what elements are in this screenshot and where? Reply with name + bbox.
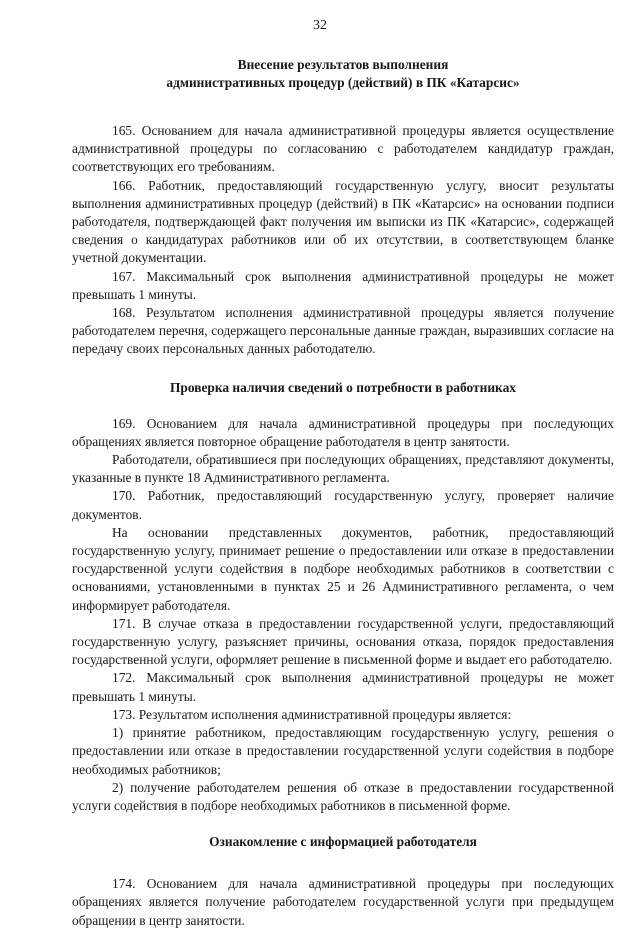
section-employer-info: [72, 875, 614, 930]
paragraph-170: 170. Работник, предоставляющий государственную услугу, проверяет наличие документов.: [72, 488, 614, 522]
section-results-entry: [72, 122, 614, 359]
heading-line: Внесение результатов выполнения: [237, 57, 449, 72]
section-heading-results-entry: [72, 56, 614, 92]
section-heading-demand-check: Проверка наличия сведений о потребности в работниках: [170, 379, 516, 395]
document-body: [72, 56, 614, 930]
paragraph-173-item-2: 2) получение работодателем решения об отказе в предоставлении государственной услуги содействия в подборе необходимых работников в письменной форме.: [72, 779, 614, 813]
paragraph-174: 174. Основанием для начала административной процедуры при последующих обращениях является получение работодателем государственной услуги при предыдущем обращении в центр занятости.: [72, 876, 614, 928]
paragraph-169: 169. Основанием для начала административной процедуры при последующих обращениях является повторное обращение работодателя в центр занятости.: [72, 415, 614, 449]
paragraph-172: 172. Максимальный срок выполнения административной процедуры не может превышать 1 минуты.: [72, 670, 614, 704]
paragraph-168: 168. Результатом исполнения административной процедуры является получение работодателем перечня, содержащего персональные данные граждан, выразивших согласие на передачу своих персональных данных работодателю.: [72, 305, 614, 357]
heading-line: административных процедур (действий) в ПК «Катарсис»: [166, 75, 520, 90]
paragraph-165: 165. Основанием для начала административной процедуры является осуществление административной процедуры по согласованию с работодателем кандидатур граждан, соответствующих его требованиям.: [72, 123, 614, 175]
paragraph-173: 173. Результатом исполнения административной процедуры является:: [112, 706, 512, 722]
paragraph-173-item-1: 1) принятие работником, предоставляющим государственную услугу, решения о предоставлении или отказе в предоставлении государственной услуги содействия в подборе необходимых работников;: [72, 725, 614, 777]
page-number: 32: [313, 18, 327, 33]
paragraph-employers-documents: Работодатели, обратившиеся при последующих обращениях, представляют документы, указанные в пункте 18 Административного регламента.: [72, 452, 614, 486]
section-heading-employer-info: Ознакомление с информацией работодателя: [209, 834, 477, 850]
paragraph-171: 171. В случае отказа в предоставлении государственной услуги, предоставляющий государственную услугу, разъясняет причины, основания отказа, порядок предоставления государственной услуги, оформляет решение в письменной форме и выдает его работодателю.: [72, 615, 614, 668]
paragraph-167: 167. Максимальный срок выполнения административной процедуры не может превышать 1 минуты.: [72, 268, 614, 302]
section-demand-check: [72, 415, 614, 815]
paragraph-decision: На основании представленных документов, работник, предоставляющий государственную услугу, принимает решение о предоставлении или отказе в предоставлении государственной услуги содействия в подборе необходимых работников в соответствии с основаниями, установленными в пунктах 25 и 26 Административного регламента, о чем информирует работодателя.: [72, 524, 614, 613]
paragraph-166: 166. Работник, предоставляющий государственную услугу, вносит результаты выполнения административных процедур (действий) в ПК «Катарсис» на основании подписи работодателя, подтверждающей факт получения им выписки из ПК «Катарсис», содержащей сведения о кандидатурах работников или об их отсутствии, в соответствующем бланке учетной документации.: [72, 177, 614, 266]
